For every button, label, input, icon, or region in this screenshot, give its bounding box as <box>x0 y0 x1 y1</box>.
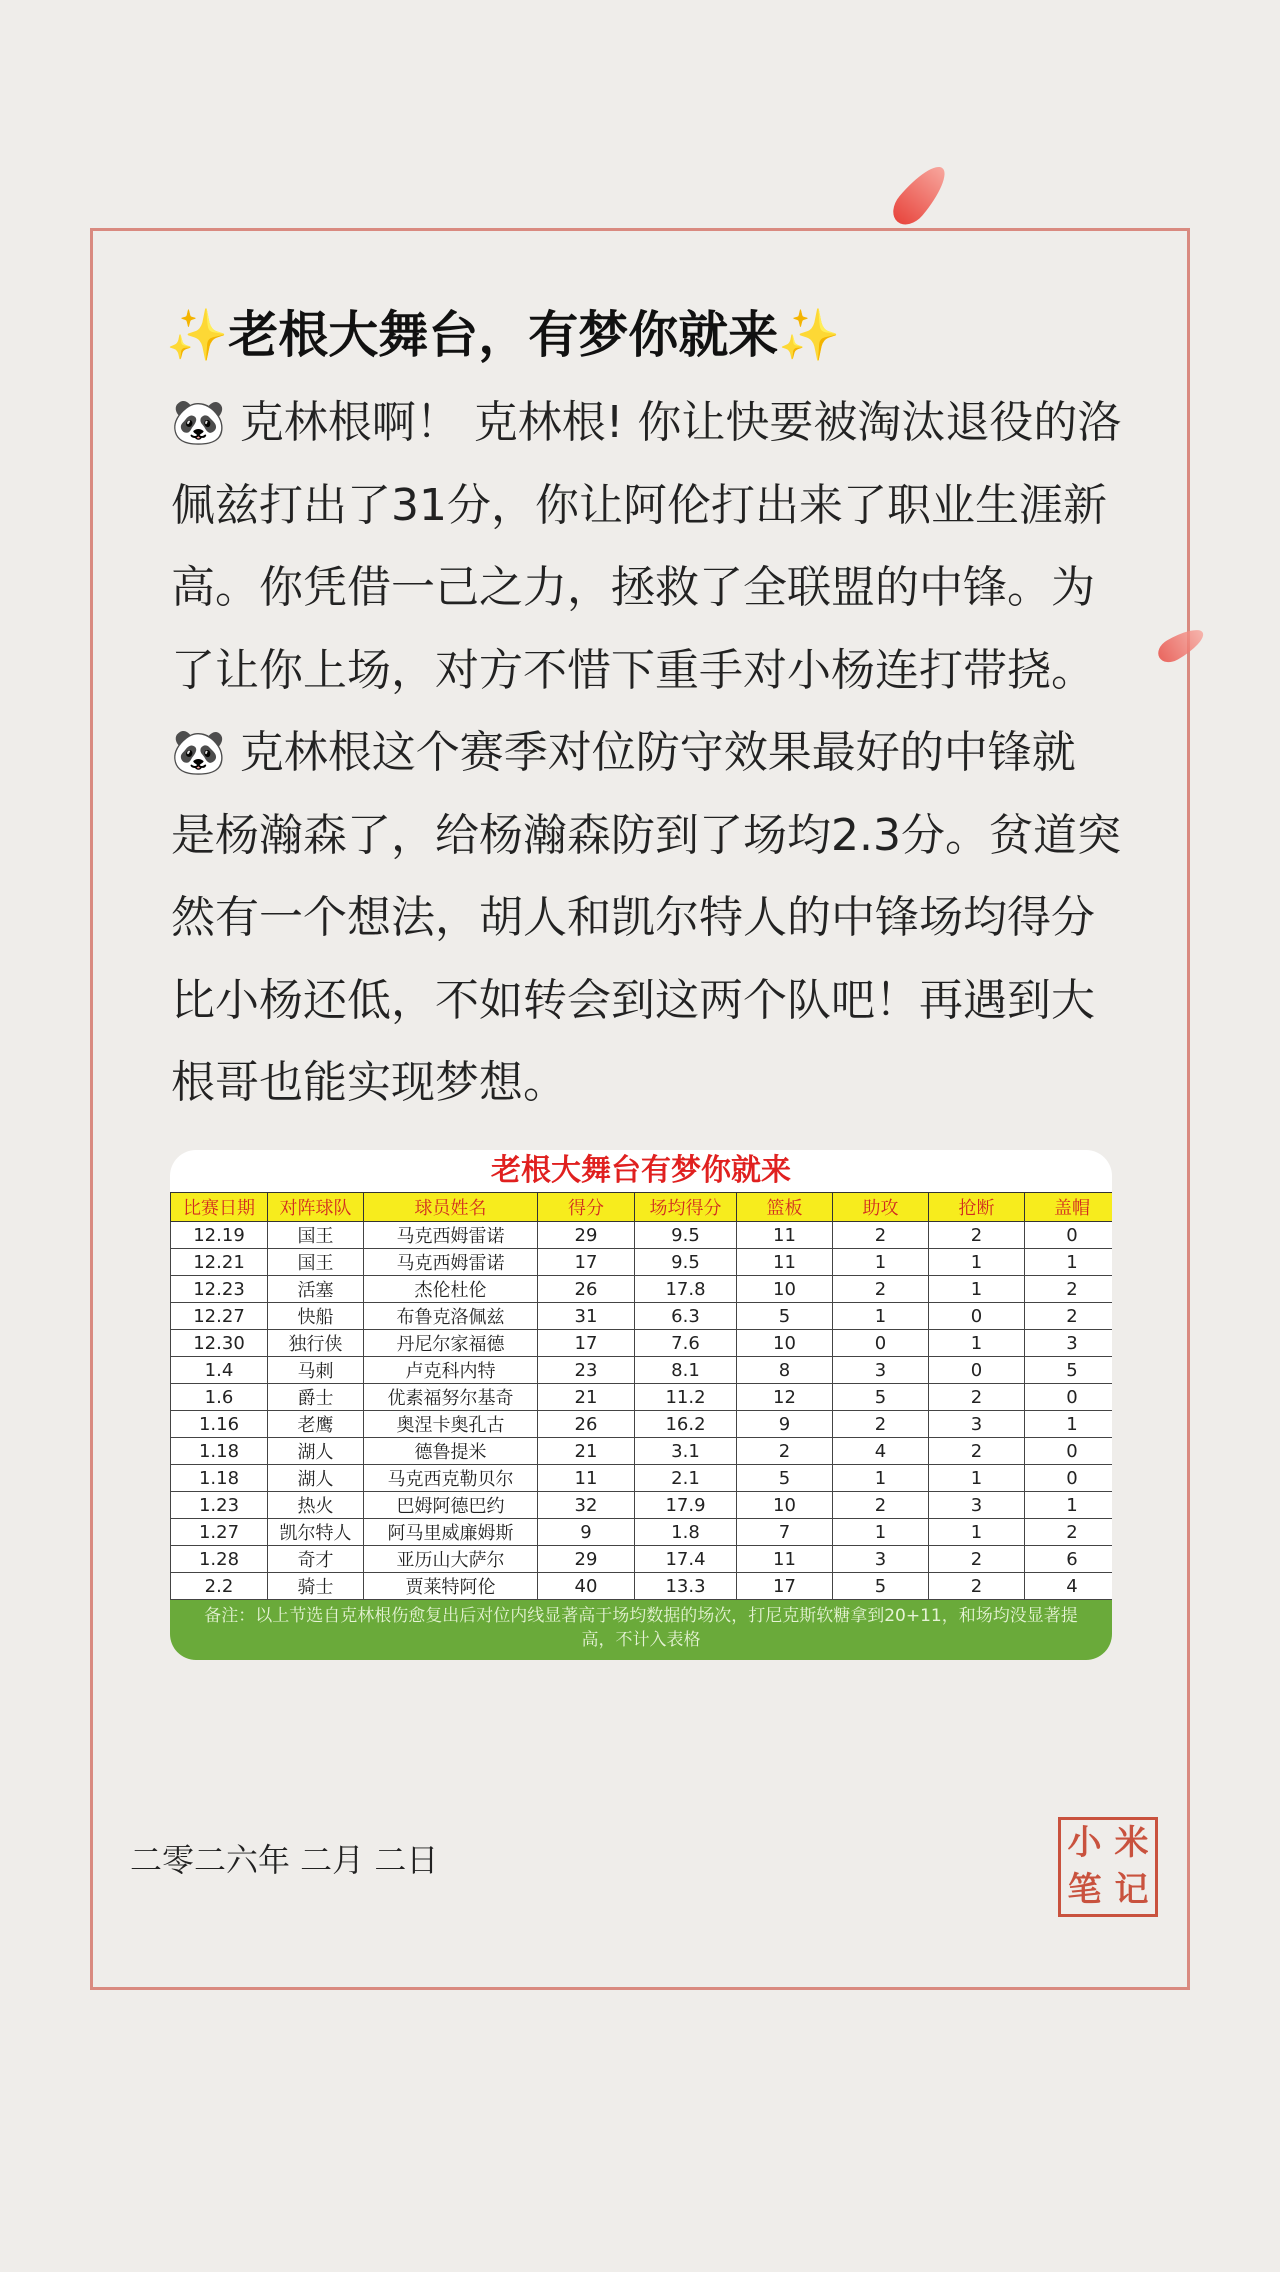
table-cell: 23 <box>538 1357 635 1384</box>
table-cell: 6.3 <box>635 1303 737 1330</box>
table-cell: 1.18 <box>171 1465 268 1492</box>
stamp-char: 笔 <box>1067 1870 1102 1910</box>
table-cell: 17 <box>737 1573 833 1600</box>
table-row <box>171 1330 1113 1357</box>
table-cell: 5 <box>833 1384 929 1411</box>
table-cell: 26 <box>538 1411 635 1438</box>
table-cell: 2 <box>737 1438 833 1465</box>
table-cell: 9.5 <box>635 1222 737 1249</box>
table-cell: 17.8 <box>635 1276 737 1303</box>
table-cell: 3 <box>833 1357 929 1384</box>
body-line: 🐼 克林根啊！ 克林根! 你让快要被淘汰退役的洛 <box>171 397 1122 448</box>
body-line: 了让你上场，对方不惜下重手对小杨连打带挠。 <box>171 644 1095 696</box>
body-line: 高。你凭借一己之力，拯救了全联盟的中锋。为 <box>171 562 1095 613</box>
table-cell: 1 <box>833 1465 929 1492</box>
table-cell: 31 <box>538 1303 635 1330</box>
table-cell: 2 <box>929 1384 1025 1411</box>
stamp-char: 小 <box>1067 1823 1102 1863</box>
table-cell: 1.4 <box>171 1357 268 1384</box>
table-row <box>171 1411 1113 1438</box>
table-row <box>171 1573 1113 1600</box>
table-cell: 1 <box>929 1330 1025 1357</box>
table-cell: 1 <box>929 1249 1025 1276</box>
table-cell: 热火 <box>268 1492 364 1519</box>
table-cell: 奥涅卡奥孔古 <box>364 1411 538 1438</box>
table-cell: 凯尔特人 <box>268 1519 364 1546</box>
table-cell: 2 <box>929 1573 1025 1600</box>
table-cell: 13.3 <box>635 1573 737 1600</box>
table-cell: 快船 <box>268 1303 364 1330</box>
stamp-char: 记 <box>1114 1870 1149 1910</box>
table-cell: 国王 <box>268 1249 364 1276</box>
column-header: 篮板 <box>737 1193 833 1222</box>
table-cell: 丹尼尔家福德 <box>364 1330 538 1357</box>
table-cell: 2 <box>929 1546 1025 1573</box>
table-cell: 马克西克勒贝尔 <box>364 1465 538 1492</box>
table-cell: 10 <box>737 1492 833 1519</box>
table-row <box>171 1249 1113 1276</box>
table-cell: 2 <box>833 1222 929 1249</box>
table-cell: 8 <box>737 1357 833 1384</box>
table-cell: 29 <box>538 1546 635 1573</box>
table-cell: 2.1 <box>635 1465 737 1492</box>
table-cell: 贾莱特阿伦 <box>364 1573 538 1600</box>
table-cell: 德鲁提米 <box>364 1438 538 1465</box>
table-cell: 7.6 <box>635 1330 737 1357</box>
table-cell: 11 <box>538 1465 635 1492</box>
table-cell: 独行侠 <box>268 1330 364 1357</box>
table-row <box>171 1438 1113 1465</box>
table-cell: 0 <box>1025 1438 1113 1465</box>
table-cell: 杰伦杜伦 <box>364 1276 538 1303</box>
table-cell: 7 <box>737 1519 833 1546</box>
table-cell: 6 <box>1025 1546 1113 1573</box>
table-cell: 11 <box>737 1249 833 1276</box>
body-line: 是杨瀚森了，给杨瀚森防到了场均2.3分。贫道突 <box>171 809 1121 861</box>
column-header: 对阵球队 <box>268 1193 364 1222</box>
table-cell: 26 <box>538 1276 635 1303</box>
table-cell: 1.28 <box>171 1546 268 1573</box>
table-cell: 10 <box>737 1276 833 1303</box>
table-cell: 马克西姆雷诺 <box>364 1249 538 1276</box>
table-row <box>171 1303 1113 1330</box>
table-cell: 11.2 <box>635 1384 737 1411</box>
table-cell: 32 <box>538 1492 635 1519</box>
body-line: 比小杨还低，不如转会到这两个队吧！再遇到大 <box>171 974 1095 1026</box>
table-cell: 2 <box>833 1276 929 1303</box>
table-cell: 17 <box>538 1330 635 1357</box>
table-note: 备注：以上节选自克林根伤愈复出后对位内线显著高于场均数据的场次，打尼克斯软糖拿到20+11，和场均没显著提高，不计入表格 <box>170 1600 1112 1660</box>
table-row <box>171 1384 1113 1411</box>
stamp-char: 米 <box>1114 1823 1149 1863</box>
table-cell: 老鹰 <box>268 1411 364 1438</box>
sparkles-icon: ✨ <box>166 306 229 364</box>
table-row <box>171 1357 1113 1384</box>
petal-decoration <box>886 159 954 232</box>
table-cell: 活塞 <box>268 1276 364 1303</box>
stats-table-image <box>170 1150 1112 1660</box>
table-cell: 12.27 <box>171 1303 268 1330</box>
table-cell: 1.27 <box>171 1519 268 1546</box>
table-cell: 2 <box>833 1492 929 1519</box>
body-line: 根哥也能实现梦想。 <box>171 1057 567 1108</box>
table-cell: 巴姆阿德巴约 <box>364 1492 538 1519</box>
table-cell: 40 <box>538 1573 635 1600</box>
table-cell: 2 <box>1025 1276 1113 1303</box>
table-row <box>171 1222 1113 1249</box>
table-row <box>171 1492 1113 1519</box>
table-cell: 4 <box>833 1438 929 1465</box>
table-cell: 12.30 <box>171 1330 268 1357</box>
table-cell: 2 <box>929 1222 1025 1249</box>
table-cell: 9 <box>737 1411 833 1438</box>
table-cell: 12.23 <box>171 1276 268 1303</box>
table-cell: 1.16 <box>171 1411 268 1438</box>
table-cell: 5 <box>833 1573 929 1600</box>
article-body <box>171 382 1131 1125</box>
column-header: 比赛日期 <box>171 1193 268 1222</box>
table-cell: 17.4 <box>635 1546 737 1573</box>
table-cell: 1 <box>1025 1411 1113 1438</box>
table-cell: 亚历山大萨尔 <box>364 1546 538 1573</box>
table-cell: 0 <box>833 1330 929 1357</box>
seal-stamp <box>1058 1817 1158 1917</box>
table-cell: 12.19 <box>171 1222 268 1249</box>
table-cell: 5 <box>1025 1357 1113 1384</box>
table-cell: 10 <box>737 1330 833 1357</box>
column-header: 抢断 <box>929 1193 1025 1222</box>
table-cell: 湖人 <box>268 1465 364 1492</box>
table-cell: 21 <box>538 1438 635 1465</box>
title-text: 老根大舞台，有梦你就来 <box>228 306 779 364</box>
sparkles-icon: ✨ <box>778 306 841 364</box>
table-cell: 1 <box>1025 1249 1113 1276</box>
table-cell: 优素福努尔基奇 <box>364 1384 538 1411</box>
table-cell: 马刺 <box>268 1357 364 1384</box>
table-cell: 29 <box>538 1222 635 1249</box>
table-cell: 9.5 <box>635 1249 737 1276</box>
table-cell: 1 <box>833 1519 929 1546</box>
column-header: 场均得分 <box>635 1193 737 1222</box>
table-cell: 1 <box>929 1276 1025 1303</box>
table-cell: 1.18 <box>171 1438 268 1465</box>
table-cell: 1.6 <box>171 1384 268 1411</box>
table-cell: 4 <box>1025 1573 1113 1600</box>
table-cell: 21 <box>538 1384 635 1411</box>
page-title <box>166 295 841 367</box>
table-cell: 2 <box>1025 1519 1113 1546</box>
table-cell: 9 <box>538 1519 635 1546</box>
post-date: 二零二六年 二月 二日 <box>130 1841 439 1879</box>
table-cell: 2 <box>833 1411 929 1438</box>
table-cell: 12.21 <box>171 1249 268 1276</box>
table-cell: 3 <box>929 1492 1025 1519</box>
table-cell: 16.2 <box>635 1411 737 1438</box>
table-cell: 0 <box>929 1303 1025 1330</box>
table-cell: 1 <box>929 1519 1025 1546</box>
table-cell: 爵士 <box>268 1384 364 1411</box>
body-line: 🐼 克林根这个赛季对位防守效果最好的中锋就 <box>171 727 1076 778</box>
table-cell: 湖人 <box>268 1438 364 1465</box>
table-cell: 12 <box>737 1384 833 1411</box>
table-row <box>171 1276 1113 1303</box>
table-cell: 0 <box>929 1357 1025 1384</box>
table-cell: 0 <box>1025 1384 1113 1411</box>
table-cell: 11 <box>737 1546 833 1573</box>
stats-table <box>170 1192 1112 1600</box>
table-cell: 卢克科内特 <box>364 1357 538 1384</box>
table-row <box>171 1546 1113 1573</box>
table-cell: 11 <box>737 1222 833 1249</box>
table-title: 老根大舞台有梦你就来 <box>491 1153 791 1188</box>
column-header: 球员姓名 <box>364 1193 538 1222</box>
table-cell: 5 <box>737 1465 833 1492</box>
table-cell: 17.9 <box>635 1492 737 1519</box>
table-cell: 1.8 <box>635 1519 737 1546</box>
table-cell: 1.23 <box>171 1492 268 1519</box>
table-row <box>171 1465 1113 1492</box>
body-line: 然有一个想法，胡人和凯尔特人的中锋场均得分 <box>171 892 1095 943</box>
column-header: 盖帽 <box>1025 1193 1113 1222</box>
table-cell: 1 <box>833 1303 929 1330</box>
table-cell: 0 <box>1025 1222 1113 1249</box>
table-cell: 2 <box>929 1438 1025 1465</box>
table-cell: 布鲁克洛佩兹 <box>364 1303 538 1330</box>
column-header: 得分 <box>538 1193 635 1222</box>
table-cell: 3 <box>833 1546 929 1573</box>
table-cell: 5 <box>737 1303 833 1330</box>
table-cell: 3 <box>1025 1330 1113 1357</box>
table-cell: 0 <box>1025 1465 1113 1492</box>
table-cell: 17 <box>538 1249 635 1276</box>
table-cell: 1 <box>833 1249 929 1276</box>
table-cell: 国王 <box>268 1222 364 1249</box>
table-cell: 马克西姆雷诺 <box>364 1222 538 1249</box>
table-cell: 1 <box>929 1465 1025 1492</box>
table-cell: 1 <box>1025 1492 1113 1519</box>
body-line: 佩兹打出了31分，你让阿伦打出来了职业生涯新 <box>171 479 1107 531</box>
table-cell: 骑士 <box>268 1573 364 1600</box>
table-cell: 奇才 <box>268 1546 364 1573</box>
column-header: 助攻 <box>833 1193 929 1222</box>
table-row <box>171 1519 1113 1546</box>
table-cell: 8.1 <box>635 1357 737 1384</box>
table-cell: 3 <box>929 1411 1025 1438</box>
table-cell: 2 <box>1025 1303 1113 1330</box>
table-cell: 3.1 <box>635 1438 737 1465</box>
table-cell: 2.2 <box>171 1573 268 1600</box>
table-cell: 阿马里威廉姆斯 <box>364 1519 538 1546</box>
